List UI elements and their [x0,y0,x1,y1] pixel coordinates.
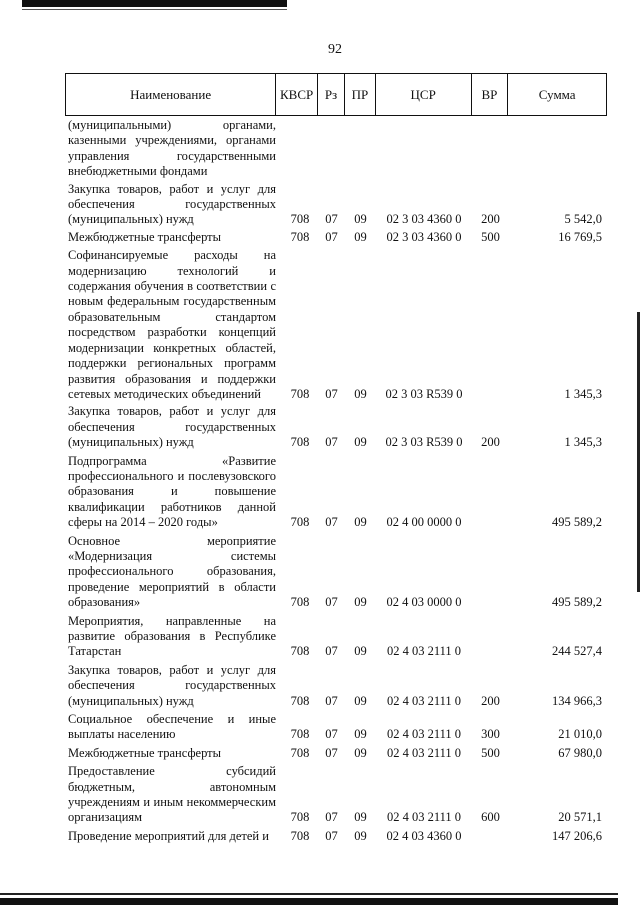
row-csr: 02 4 03 2111 0 [386,693,462,708]
row-rz: 07 [325,212,338,227]
row-name: Софинансируемые расходы на модернизацию технологий и содержания обучения в соответствии с новым федеральным государственным образовательным стандартом посредством разработки концепций модернизации конкретных областей, поддержки региональных программ развития образования и поддержки сетевых методических объединений [68,248,276,401]
row-rz: 07 [325,595,338,610]
row-kvsr: 708 [290,229,310,244]
row-csr: 02 3 03 4360 0 [386,212,462,227]
row-name: Закупка товаров, работ и услуг для обеспечения государственных (муниципальных) нужд [68,181,276,227]
row-kvsr: 708 [290,212,310,227]
row-name: Основное мероприятие «Модернизация системы профессионального образования, проведение мероприятий в области образования» [68,533,276,610]
row-sum: 147 206,6 [552,828,602,843]
table-row [68,746,608,761]
row-rz: 07 [325,745,338,760]
row-sum: 16 769,5 [558,229,602,244]
row-pr: 09 [354,595,367,610]
row-csr: 02 4 03 2111 0 [386,810,462,825]
table-row [68,712,608,743]
scan-edge-bottom-line [0,893,618,895]
row-sum: 495 589,2 [552,515,602,530]
row-name: Социальное обеспечение и иные выплаты населению [68,712,276,742]
scan-edge-top-line [22,9,287,10]
row-name: Межбюджетные трансферты [68,745,222,760]
row-sum: 134 966,3 [552,693,602,708]
row-sum: 20 571,1 [558,810,602,825]
header-name: Наименование [66,74,276,115]
table-row [68,182,608,228]
row-kvsr: 708 [290,745,310,760]
header-sum: Сумма [538,86,576,102]
row-name: (муниципальными) органами, казенными учреждениями, органами управления государственными внебюджетными фондами [68,118,276,179]
row-vr: 200 [481,212,500,227]
row-rz: 07 [325,644,338,659]
table-row [68,764,608,826]
row-kvsr: 708 [290,828,310,843]
table-header [65,73,607,116]
row-pr: 09 [354,727,367,742]
header-rz: Рз [318,74,345,115]
table-row [68,534,608,611]
row-name: Предоставление субсидий бюджетным, автономным учреждениям и иным некоммерческим организациям [68,764,276,825]
row-kvsr: 708 [290,810,310,825]
row-sum: 495 589,2 [552,595,602,610]
scan-edge-bottom [0,898,618,905]
row-vr: 500 [481,229,500,244]
table-row [68,663,608,709]
table-row [68,614,608,660]
row-csr: 02 4 00 0000 0 [386,515,462,530]
row-rz: 07 [325,810,338,825]
row-pr: 09 [354,644,367,659]
row-csr: 02 3 03 R539 0 [385,386,463,401]
header-pr: ПР [345,74,376,115]
row-name: Межбюджетные трансферты [68,229,222,244]
header-vr: ВР [472,74,509,115]
row-kvsr: 708 [290,644,310,659]
table-row [68,118,608,180]
row-kvsr: 708 [290,435,310,450]
row-rz: 07 [325,435,338,450]
row-sum: 1 345,3 [564,435,602,450]
row-vr: 300 [481,727,500,742]
page-number: 92 [328,42,342,57]
row-kvsr: 708 [290,693,310,708]
row-csr: 02 3 03 R539 0 [385,435,463,450]
row-name: Мероприятия, направленные на развитие образования в Республике Татарстан [68,613,276,659]
row-csr: 02 4 03 4360 0 [386,828,462,843]
row-csr: 02 4 03 0000 0 [386,595,462,610]
row-name: Закупка товаров, работ и услуг для обеспечения государственных (муниципальных) нужд [68,662,276,708]
row-rz: 07 [325,386,338,401]
scan-edge-top [22,0,287,7]
table-row [68,454,608,531]
table-row [68,248,608,402]
row-pr: 09 [354,386,367,401]
row-name: Закупка товаров, работ и услуг для обеспечения государственных (муниципальных) нужд [68,404,276,450]
row-pr: 09 [354,693,367,708]
row-sum: 67 980,0 [558,745,602,760]
table-row [68,404,608,450]
row-vr: 200 [481,435,500,450]
row-pr: 09 [354,828,367,843]
table-body [68,118,608,844]
row-pr: 09 [354,229,367,244]
row-vr: 200 [481,693,500,708]
header-kvsr: КВСР [276,74,318,115]
row-csr: 02 4 03 2111 0 [386,745,462,760]
row-rz: 07 [325,515,338,530]
row-kvsr: 708 [290,595,310,610]
row-kvsr: 708 [290,386,310,401]
row-kvsr: 708 [290,727,310,742]
row-csr: 02 4 03 2111 0 [386,644,462,659]
row-pr: 09 [354,745,367,760]
row-rz: 07 [325,229,338,244]
row-rz: 07 [325,727,338,742]
table-row [68,230,608,245]
row-csr: 02 4 03 2111 0 [386,727,462,742]
row-pr: 09 [354,435,367,450]
row-sum: 21 010,0 [558,727,602,742]
table-row [68,829,608,844]
row-kvsr: 708 [290,515,310,530]
row-sum: 244 527,4 [552,644,602,659]
row-rz: 07 [325,828,338,843]
row-sum: 1 345,3 [564,386,602,401]
row-vr: 600 [481,810,500,825]
row-sum: 5 542,0 [564,212,602,227]
row-rz: 07 [325,693,338,708]
row-pr: 09 [354,810,367,825]
row-pr: 09 [354,212,367,227]
header-csr: ЦСР [376,74,472,115]
row-pr: 09 [354,515,367,530]
row-csr: 02 3 03 4360 0 [386,229,462,244]
row-name: Подпрограмма «Развитие профессионального и послевузовского образования и повышение квалификации работников данной сферы на 2014 – 2020 годы» [68,453,276,530]
row-name: Проведение мероприятий для детей и [68,828,269,843]
row-vr: 500 [481,745,500,760]
